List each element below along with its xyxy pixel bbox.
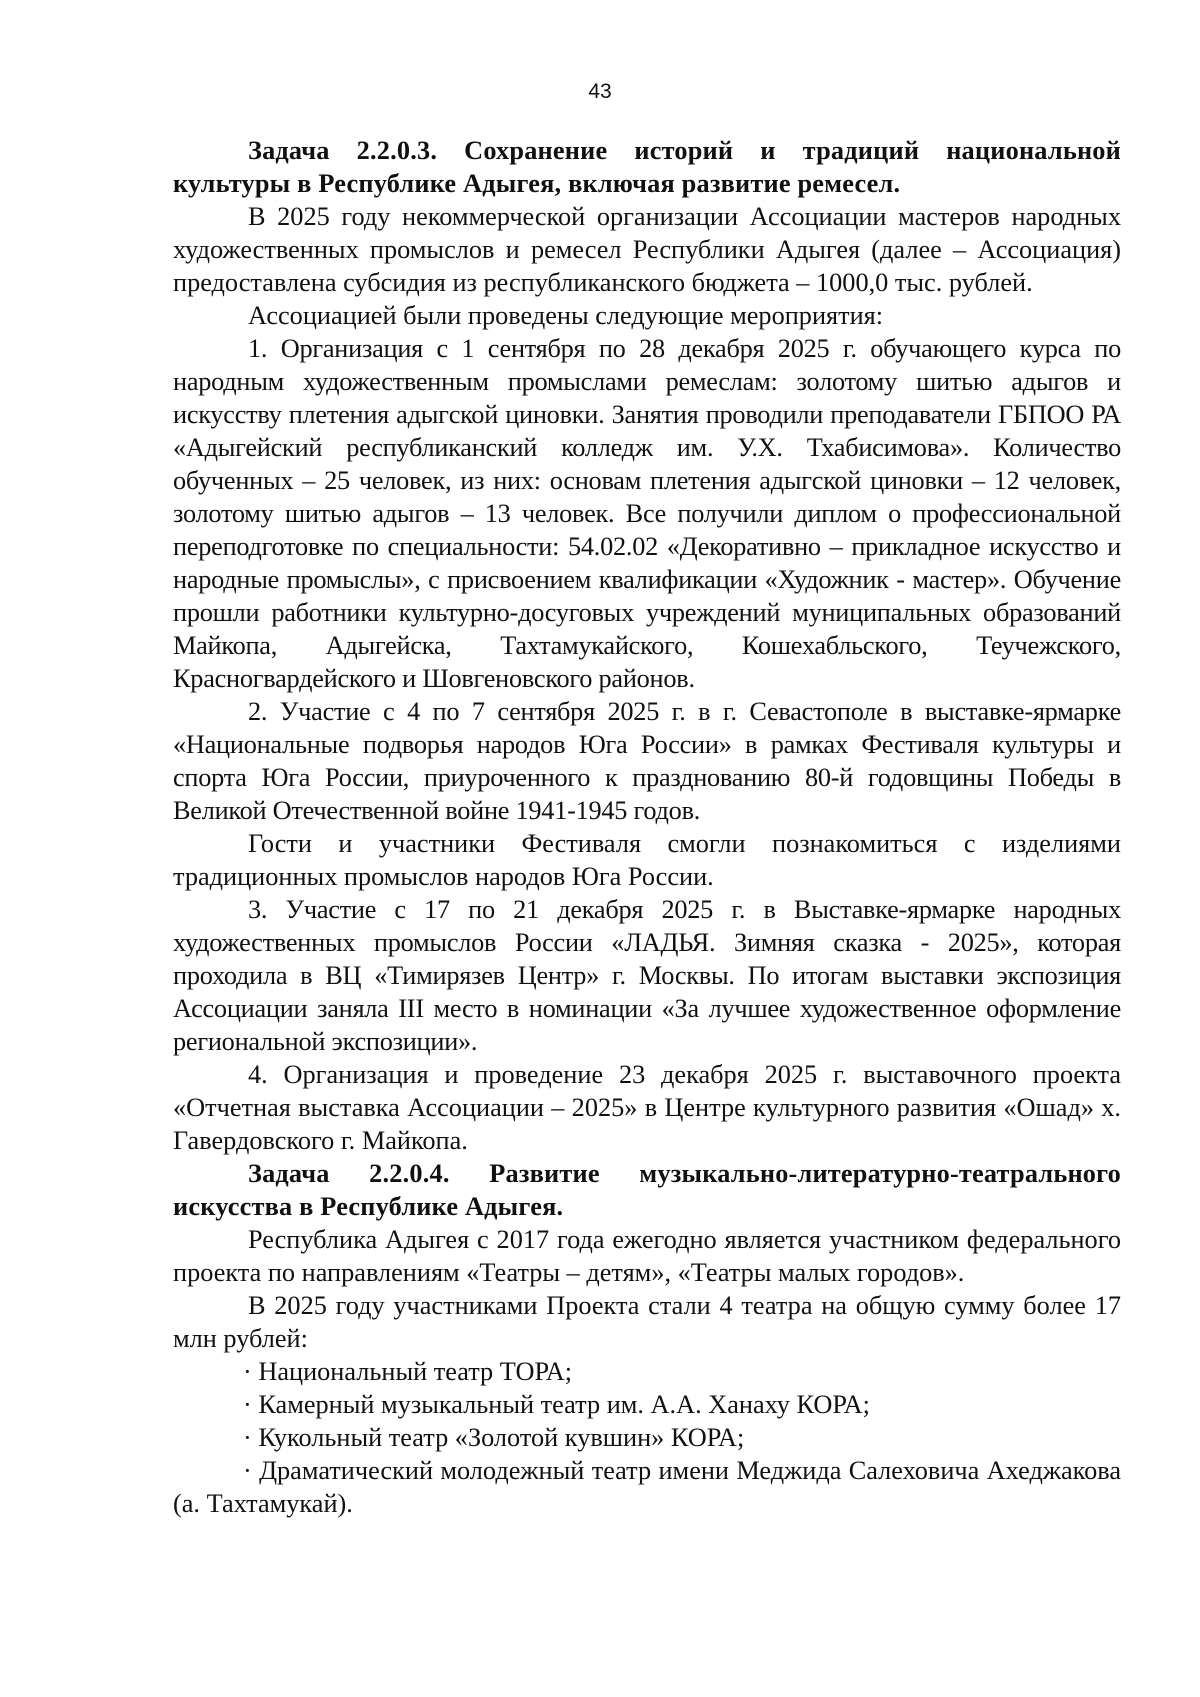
list-item-event-2: 2. Участие с 4 по 7 сентября 2025 г. в г. Севастополе в выставке-ярмарке «Национальные подворья народов Юга России» в рамках Фестиваля культуры и спорта Юга России, приуроченного к празднованию 80-й годовщины Победы в Великой Отечественной войне 1941-1945 годов.	[173, 697, 1121, 825]
paragraph-federal-project: Республика Адыгея с 2017 года ежегодно является участником федерального проекта по направлениям «Театры – детям», «Театры малых городов».	[173, 1225, 1121, 1287]
page-body	[173, 134, 1121, 1520]
task-heading-2-2-0-3: Задача 2.2.0.3. Сохранение историй и традиций национальной культуры в Республике Адыгея, включая развитие ремесел.	[173, 136, 1121, 198]
paragraph-events-intro: Ассоциацией были проведены следующие мероприятия:	[248, 301, 884, 330]
page-number: 43	[588, 80, 612, 103]
bullet-item-theatre-1: · Национальный театр ТОРА;	[243, 1357, 573, 1386]
task-heading-2-2-0-4: Задача 2.2.0.4. Развитие музыкально-литературно-театрального искусства в Республике Адыгея.	[173, 1159, 1121, 1221]
list-item-event-3: 3. Участие с 17 по 21 декабря 2025 г. в Выставке-ярмарке народных художественных промыслов России «ЛАДЬЯ. Зимняя сказка - 2025», которая проходила в ВЦ «Тимирязев Центр» г. Москвы. По итогам выставки экспозиция Ассоциации заняла III место в номинации «За лучшее художественное оформление региональной экспозиции».	[173, 895, 1121, 1056]
list-item-event-1: 1. Организация с 1 сентября по 28 декабря 2025 г. обучающего курса по народным художественным промыслами ремеслам: золотому шитью адыгов и искусству плетения адыгской циновки. Занятия проводили преподаватели ГБПОО РА «Адыгейский республиканский колледж им. У.Х. Тхабисимова». Количество обученных – 25 человек, из них: основам плетения адыгской циновки – 12 человек, золотому шитью адыгов – 13 человек. Все получили диплом о профессиональной переподготовке по специальности: 54.02.02 «Декоративно – прикладное искусство и народные промыслы», с присвоением квалификации «Художник - мастер». Обучение прошли работники культурно-досуговых учреждений муниципальных образований Майкопа, Адыгейска, Тахтамукайского, Кошехабльского, Теучежского, Красногвардейского и Шовгеновского районов.	[173, 334, 1121, 693]
bullet-item-theatre-2: · Камерный музыкальный театр им. А.А. Ханаху КОРА;	[243, 1390, 870, 1419]
list-item-event-4: 4. Организация и проведение 23 декабря 2025 г. выставочного проекта «Отчетная выставка Ассоциации – 2025» в Центре культурного развития «Ошад» х. Гавердовского г. Майкопа.	[173, 1060, 1121, 1155]
paragraph-participants: В 2025 году участниками Проекта стали 4 театра на общую сумму более 17 млн рублей:	[173, 1291, 1121, 1353]
bullet-item-theatre-4: · Драматический молодежный театр имени Меджида Салеховича Ахеджакова (а. Тахтамукай).	[173, 1456, 1121, 1518]
paragraph-festival-guests: Гости и участники Фестиваля смогли познакомиться с изделиями традиционных промыслов народов Юга России.	[173, 829, 1121, 891]
paragraph-subsidy: В 2025 году некоммерческой организации Ассоциации мастеров народных художественных промыслов и ремесел Республики Адыгея (далее – Ассоциация) предоставлена субсидия из республиканского бюджета – 1000,0 тыс. рублей.	[173, 202, 1121, 297]
bullet-item-theatre-3: · Кукольный театр «Золотой кувшин» КОРА;	[243, 1423, 745, 1452]
